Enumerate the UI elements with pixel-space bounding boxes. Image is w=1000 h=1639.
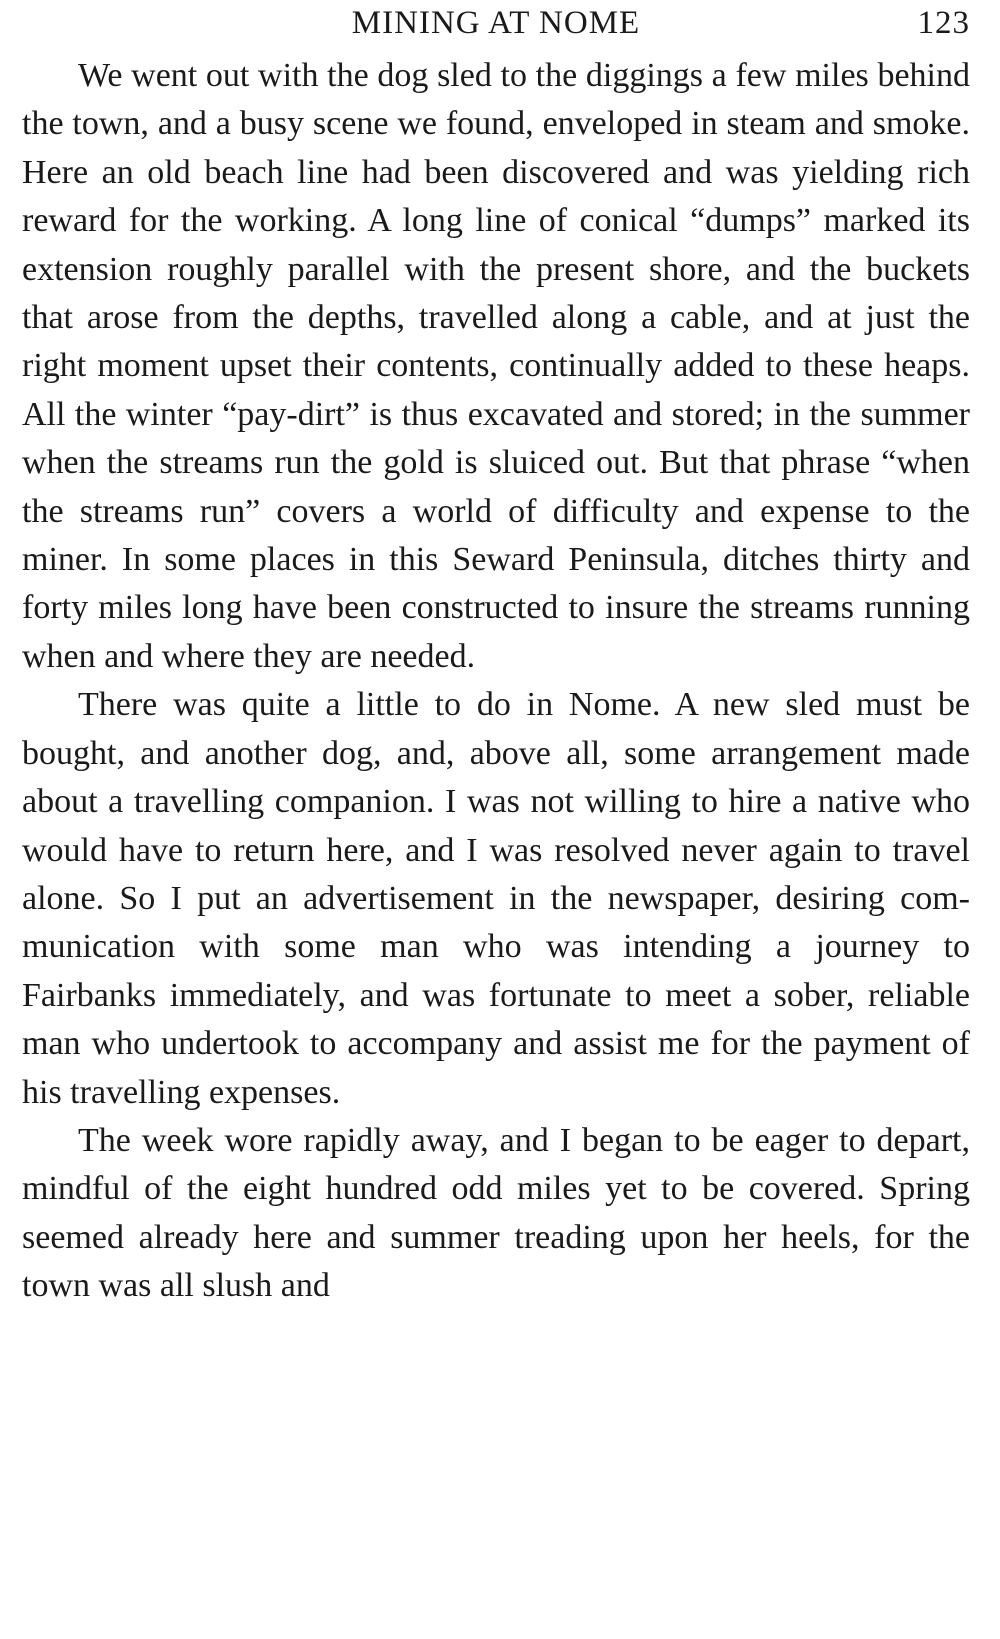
paragraph: We went out with the dog sled to the diggings a few miles behind the town, and a busy scene we found, enveloped in steam and smoke. Here an old beach line had been discovered and was yielding rich reward for the working. A long line of conical “dumps” marked its extension roughly parallel with the present shore, and the buckets that arose from the depths, travelled along a cable, and at just the right moment upset their contents, continually added to these heaps. All the winter “pay-dirt” is thus excavated and stored; in the summer when the streams run the gold is sluiced out. But that phrase “when the streams run” covers a world of difficulty and expense to the miner. In some places in this Seward Peninsula, ditches thirty and forty miles long have been constructed to insure the streams running when and where they are needed. bbox=[22, 57, 970, 675]
book-page bbox=[22, 0, 970, 1311]
paragraph: There was quite a little to do in Nome. A new sled must be bought, and another dog, and, above all, some arrangement made about a travelling companion. I was not willing to hire a native who would have to return here, and I was resolved never again to travel alone. So I put an advertisement in the newspaper, desiring communication with some man who was intending a journey to Fairbanks immediately, and was fortunate to meet a sober, reliable man who undertook to accompany and assist me for the payment of his travelling expenses. bbox=[22, 686, 970, 1111]
running-header bbox=[22, 0, 970, 46]
body-text bbox=[22, 52, 970, 1311]
paragraph: The week wore rapidly away, and I began to be eager to depart, mindful of the eight hundred odd miles yet to be covered. Spring seemed already here and summer treading upon her heels, for the town was all slush and bbox=[22, 1121, 970, 1305]
chapter-title: MINING AT NOME bbox=[351, 5, 641, 41]
page-number: 123 bbox=[917, 5, 970, 41]
